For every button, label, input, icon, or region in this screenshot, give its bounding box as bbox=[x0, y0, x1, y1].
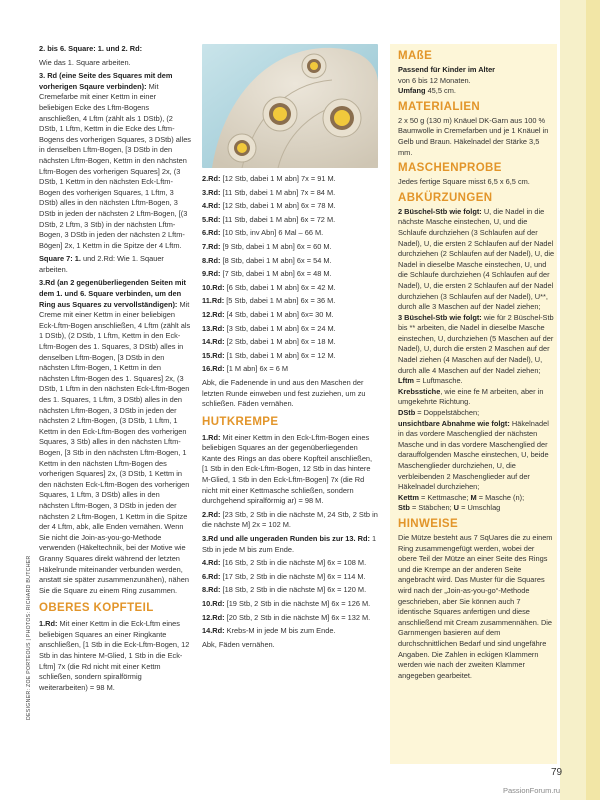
para-bold: Square 7: 1. bbox=[39, 254, 81, 264]
umfang-text: 45,5 cm. bbox=[425, 86, 456, 96]
round-text: [11 Stb, dabei 1 M abn] 6x = 72 M. bbox=[220, 214, 336, 224]
abk-text: , wie eine fe M arbeiten, aber in umgekehrte Richtung. bbox=[398, 386, 544, 407]
round-label: 10.Rd: bbox=[202, 282, 225, 292]
round-text: [6 Stb, dabei 1 M abn] 6x = 42 M. bbox=[224, 282, 336, 292]
abk-bold: U bbox=[453, 503, 460, 513]
round-row bbox=[202, 585, 378, 596]
round-label: 12.Rd: bbox=[202, 612, 225, 622]
hut-p3 bbox=[202, 534, 378, 555]
para-text: 1 Stb in jede M bis zum Ende. bbox=[202, 534, 377, 554]
watermark: PassionForum.ru bbox=[503, 786, 561, 795]
round-label: 9.Rd: bbox=[202, 269, 221, 279]
para-bold: 2. bis 6. Square: 1. und 2. Rd: bbox=[39, 44, 143, 53]
para-2 bbox=[39, 58, 191, 69]
abk-bold: unsichtbare Abnahme wie folgt: bbox=[398, 418, 510, 428]
umfang-line bbox=[398, 86, 555, 97]
para-text: [23 Stb, 2 Stb in die nächste M, 24 Stb, 2 Stb in die nächste M] 2x = 102 M. bbox=[202, 509, 378, 530]
abk-text: wie für 2 Büschel-Stb bis ** arbeiten, die Nadel in dieselbe Masche einstechen, U, durchziehen (5 Maschen auf der Nadel), U, durch die ersten 2 Maschen auf der Nadel ziehen (4 Maschen auf der Nadel), U, durch alle 4 Maschen auf der Nadel ziehen; bbox=[398, 312, 554, 375]
round-row bbox=[202, 310, 378, 321]
hat-illustration bbox=[202, 44, 378, 168]
round-text: [17 Stb, 2 Stb in die nächste M] 6x = 114 M. bbox=[220, 571, 366, 581]
masse-line bbox=[398, 65, 555, 76]
para-bold: 3.Rd und alle ungeraden Runden bis zur 13. Rd: bbox=[202, 534, 370, 544]
abk-text: = Umschlag bbox=[459, 503, 501, 513]
round-label: 13.Rd: bbox=[202, 323, 225, 333]
abk-bold: Lftm bbox=[398, 376, 415, 386]
para-oberes-1 bbox=[39, 619, 191, 693]
round-row bbox=[202, 256, 378, 267]
round-text: [16 Stb, 2 Stb in die nächste M] 6x = 108 M. bbox=[220, 558, 367, 568]
round-text: [19 Stb, 2 Stb in die nächste M] 6x = 126 M. bbox=[224, 599, 371, 608]
round-label: 6.Rd: bbox=[202, 228, 221, 238]
round-label: 14.Rd: bbox=[202, 626, 225, 636]
round-label: 12.Rd: bbox=[202, 309, 225, 319]
round-row bbox=[202, 174, 378, 185]
round-row bbox=[202, 242, 378, 253]
para-bold: 3.Rd (an 2 gegenüberliegenden Seiten mit dem 1. und 6. Square verbinden, um den Ring aus Squares zu vervollständigen): bbox=[39, 278, 187, 309]
abk-bold: DStb bbox=[398, 408, 416, 418]
round-row bbox=[202, 626, 378, 637]
para-bold: 3. Rd (eine Seite des Squares mit dem vorherigen Sqaure verbinden): bbox=[39, 71, 173, 91]
round-text: [10 Stb, inv Abn] 6 Mal – 66 M. bbox=[220, 228, 324, 238]
round-label: 4.Rd: bbox=[202, 558, 221, 568]
abk-text: Häkelnadel in das vordere Maschenglied der nächsten Masche und in das vordere Maschenglied der darauffolgenden Masche einstechen, U, beide Maschenglieder durchziehen, U, die verbleibenden 2 Maschenglieder auf der Häkelnadel durchziehen; bbox=[398, 418, 549, 492]
para-4 bbox=[39, 254, 191, 275]
round-row bbox=[202, 558, 378, 569]
section-heading-hutkrempe: HUTKREMPE bbox=[202, 415, 279, 428]
round-row bbox=[202, 599, 378, 610]
section-heading-masse: MAßE bbox=[398, 50, 433, 62]
para-3 bbox=[39, 71, 191, 251]
round-row bbox=[202, 324, 378, 335]
section-heading-abkuerzungen: ABKÜRZUNGEN bbox=[398, 191, 493, 204]
round-label: 11.Rd: bbox=[202, 296, 225, 306]
para-bold: 2.Rd: bbox=[202, 509, 221, 519]
page-edge-band-inner bbox=[586, 0, 600, 800]
round-text: [3 Stb, dabei 1 M abn] 6x = 24 M. bbox=[224, 323, 336, 333]
round-label: 8.Rd: bbox=[202, 585, 221, 595]
round-label: 8.Rd: bbox=[202, 255, 221, 265]
round-text: [12 Stb, dabei 1 M abn] 6x = 78 M. bbox=[220, 201, 336, 211]
round-text: [18 Stb, 2 Stb in die nächste M] 6x = 120 M. bbox=[220, 585, 367, 595]
umfang-bold: Umfang bbox=[398, 86, 426, 96]
round-label: 16.Rd: bbox=[202, 364, 225, 374]
masse-bold: Passend für Kinder im Alter bbox=[398, 65, 496, 74]
round-label: 7.Rd: bbox=[202, 241, 221, 251]
round-row bbox=[202, 201, 378, 212]
round-text: Krebs-M in jede M bis zum Ende. bbox=[224, 626, 336, 636]
round-row bbox=[202, 613, 378, 624]
round-row bbox=[202, 283, 378, 294]
round-text: [8 Stb, dabei 1 M abn] 6x = 54 M. bbox=[220, 255, 332, 265]
probe-text: Jedes fertige Square misst 6,5 x 6,5 cm. bbox=[398, 177, 530, 187]
round-label: 5.Rd: bbox=[202, 214, 221, 224]
round-text: [5 Stb, dabei 1 M abn] 6x = 36 M. bbox=[224, 296, 336, 306]
round-text: [7 Stb, dabei 1 M abn] 6x = 48 M. bbox=[220, 269, 332, 279]
section-heading-oberes-kopfteil: OBERES KOPFTEIL bbox=[39, 602, 154, 615]
abk-bold: Krebsstiche bbox=[398, 386, 441, 396]
material-text: 2 x 50 g (130 m) Knäuel DK-Garn aus 100 % Baumwolle in Cremefarben und je 1 Knäuel in Gelb und Braun. Häkelnadel der Stärke 3,5 mm. bbox=[398, 115, 549, 157]
page-number: 79 bbox=[551, 767, 563, 778]
para-text: Mit einer Kettm in die Eck-Lftm eines beliebigen Squares an einer Ringkante anschließen, [1 Stb in die Eck-Lftm-Bogen, 12 Stb in das hintere M-Glied, 1 Stb in die Eck-Lftm] 7x (die Rd nicht mit einer Kettm schließen, sondern spiralförmig weiterarbeiten) = 98 M. bbox=[39, 619, 190, 692]
round-row bbox=[202, 188, 378, 199]
para-1 bbox=[39, 44, 191, 55]
hat-photo bbox=[202, 44, 378, 168]
column-1 bbox=[39, 44, 191, 696]
round-label: 2.Rd: bbox=[202, 174, 221, 183]
round-text: [1 Stb, dabei 1 M abn] 6x = 12 M. bbox=[224, 350, 336, 360]
round-label: 15.Rd: bbox=[202, 350, 225, 360]
abk-bold: 3 Büschel-Stb wie folgt: bbox=[398, 312, 482, 322]
para-5 bbox=[39, 278, 191, 596]
abk-text: U, die Nadel in die nächste Masche einstechen, U, und die Schlaufe durchziehen (3 Schlaufen auf der Nadel), U, die ersten 2 Schlaufen auf der Nadel durchziehen (2 Schlaufen auf der Nadel), U, die Nadel in dieselbe Masche einstechen, U, und die Schlaufe durchziehen (4 Schlaufen auf der Nadel), U, die ersten 2 Schlaufen auf der Nadel durchziehen (3 Schlaufen auf der Nadel), U**, durch alle 3 Maschen auf der Nadel ziehen; bbox=[398, 206, 555, 312]
abk-text: = Kettmasche; bbox=[418, 492, 471, 502]
hinweise-text: Die Mütze besteht aus 7 SqUares die zu einem Ring zusammengefügt werden, wobei der obere Teil der Mütze an einer Seite des Rings und die Krempe an der anderen Seite angebracht wird. Das Muster für die Squares wird nach der „Join-as-you-go“-Methode geschrieben, aber Sie können auch 7 identische Squares anfertigen und diese anschließend mit Cream zusammennähen. Die Garnmengen basieren auf dem durchschnittlichen Bedarf und sind ungefähre Angaben. Die Zahlen in eckigen Klammern werden wie nach der zweiten Klammer angegeben gearbeitet. bbox=[398, 532, 553, 680]
section-heading-hinweise: HINWEISE bbox=[398, 517, 459, 530]
para-text: Wie das 1. Square arbeiten. bbox=[39, 57, 131, 67]
para-text: Mit Creme mit einer Kettm in einer beliebigen Eck-Lftm-Bogen anschließen, 4 Lftm (zählt als 1 DStb), (2 DStb, 1 Lftm, Kettm in den Eck-Lftm-Bogen des 1. Squares, 3 DStb) alles in denselben Lftm-Bogen, [3 DStb in den nächsten Lftm-Bogen, 1 Kettm in den nächsten Lftm-Bogen des 1. Squares] 2x, (3 DStb, 1 Lftm in den nächsten Eck-Lftm-Bogen des 1. Squares, 1 Lftm, 3 DStb) alles in den nächsten Lftm-Bogen, 3 DStb in jeden der nächsten 2 Lftm-Bogen, (3 DStb, 1 Lftm, 1 Kettm in den Eck-Lftm-Bogen des vorherigen Squares, 3 Stb) alles in den nächsten Lftm-Bogen, [3 Stb in den nächsten Lftm-Bogen, 1 Kettm in den nächsten Lftm-Bogen des vorherigen Squares] 2x, (3 DStb, 1 Kettm in den nächsten Eck-Lftm-Bogen des vorherigen Squares, 1 Lftm, 3 DStb) alles in den nächsten Lftm-Bogen, 3 DStb in jeden der nächsten 2 Lftm-Bogen, 1 Kettm in die Spitze der 4 Lftm, abk, alle Enden vernähen. Wenn Sie nicht die Join-as-you-go-Methode verwenden (Häkeltechnik, bei der Motive wie Granny Squares direkt während der letzten Häkelrunde miteinander verbunden werden, anstatt sie später zusammenzunähen), nähen Sie die Square zu einem Ring zusammen. bbox=[39, 299, 191, 595]
column-2 bbox=[202, 174, 378, 653]
abk-bold: 2 Büschel-Stb wie folgt: bbox=[398, 206, 482, 216]
round-text: [9 Stb, dabei 1 M abn] 6x = 60 M. bbox=[220, 241, 332, 251]
abk-text: = Luftmasche. bbox=[414, 376, 463, 386]
round-row bbox=[202, 572, 378, 583]
hut-end: Abk, Fäden vernähen. bbox=[202, 639, 275, 649]
abk-bold: Kettm bbox=[398, 492, 419, 502]
round-row bbox=[202, 337, 378, 348]
round-text: [12 Stb, dabei 1 M abn] 7x = 91 M. bbox=[220, 174, 336, 183]
round-text: [20 Stb, 2 Stb in die nächste M] 6x = 132 M. bbox=[224, 612, 371, 622]
abk-block bbox=[398, 207, 555, 514]
abk-text: = Doppelstäbchen; bbox=[415, 408, 480, 418]
photo-credit: DESIGNER: ZOE PORTEOUS | PHOTOS: RICHARD BUTCHER bbox=[26, 555, 32, 720]
para-bold: 1.Rd: bbox=[202, 432, 221, 442]
round-label: 4.Rd: bbox=[202, 201, 221, 211]
round-row bbox=[202, 296, 378, 307]
abk-text: = Masche (n); bbox=[476, 492, 525, 502]
round-row bbox=[202, 215, 378, 226]
round-label: 3.Rd: bbox=[202, 187, 221, 197]
para-bold: 1.Rd: bbox=[39, 619, 58, 629]
column-3 bbox=[394, 46, 555, 684]
para-text: und 2.Rd: Wie 1. Sqauer arbeiten. bbox=[39, 254, 164, 274]
round-label: 10.Rd: bbox=[202, 599, 225, 608]
round-text: [11 Stb, dabei 1 M abn] 7x = 84 M. bbox=[220, 187, 336, 197]
round-label: 6.Rd: bbox=[202, 571, 221, 581]
abk-bold: Stb bbox=[398, 503, 410, 513]
hut-p1 bbox=[202, 433, 378, 507]
round-row bbox=[202, 269, 378, 280]
round-list bbox=[202, 174, 378, 375]
round-row bbox=[202, 351, 378, 362]
section-heading-materialien: MATERIALIEN bbox=[398, 100, 481, 113]
round-text: [1 M abn] 6x = 6 M bbox=[224, 364, 289, 374]
round-text: [4 Stb, dabei 1 M abn] 6x= 30 M. bbox=[224, 309, 334, 319]
round-row bbox=[202, 228, 378, 239]
masse-text: von 6 bis 12 Monaten. bbox=[398, 75, 471, 85]
para-text: Mit einer Kettm in den Eck-Lftm-Bogen eines beliebigen Squares an der gegenüberliegenden Kante des Rings an das obere Kopfteil anschließen, [1 Stb in den Eck-Lftm-Bogen, 12 Stb in das hintere M-Glied, 1 Stb in den Eck-Lftm-Bogen] 7x (die Rd nicht mit einer Kettmasche schließen, sondern durchgehend spiralförmig ar) = 98 M. bbox=[202, 432, 373, 506]
para-text: Mit Cremefarbe mit einer Kettm in einer beliebigen Ecke des Lftm-Bogens anschließen, 4 Lftm (zählt als 1 DStb), (2 DStb, 1 Lftm, Kettm in die Ecke des Lftm-Bogens des vorherigen Squares, 3 DStb) alles in denselben Lftm-Bogen, [3 DStb in den nächsten Lftm-Bogen, Kettm in den nächsten Lftm-Bogen des vorherigen Squares] 2x, (3 DStb, 1 Kettm in den nächsten Eck-Lftm-Bogen des vorherigen Squares, 1 Lftm, 3 DStb) alles in den nächsten Lftm-Bogen, 3 DStb in jeden der nächsten 2 Lftm-Bogen, [(3 DStb, 2 Lftm, 3 Stb) in der nächsten Lftm-Bogen, 3 DStb in jeden der nächsten 2 Lftm-Bögen] 2x, 1 Kettm in die Spitze der 4 Lftm. bbox=[39, 81, 192, 250]
abk-bold: M bbox=[470, 492, 477, 502]
round-label: 14.Rd: bbox=[202, 337, 225, 347]
section-heading-maschenprobe: MASCHENPROBE bbox=[398, 162, 502, 175]
hut-p2 bbox=[202, 510, 378, 531]
hut-round-list bbox=[202, 558, 378, 637]
round-row bbox=[202, 364, 378, 375]
col2-after: Abk, die Fadenende in und aus den Maschen der letzten Runde einweben und fest zuziehen, um zu schließen. Fäden vernähen. bbox=[202, 377, 366, 409]
abk-text: = Stäbchen; bbox=[409, 503, 454, 513]
round-text: [2 Stb, dabei 1 M abn] 6x = 18 M. bbox=[224, 337, 336, 347]
